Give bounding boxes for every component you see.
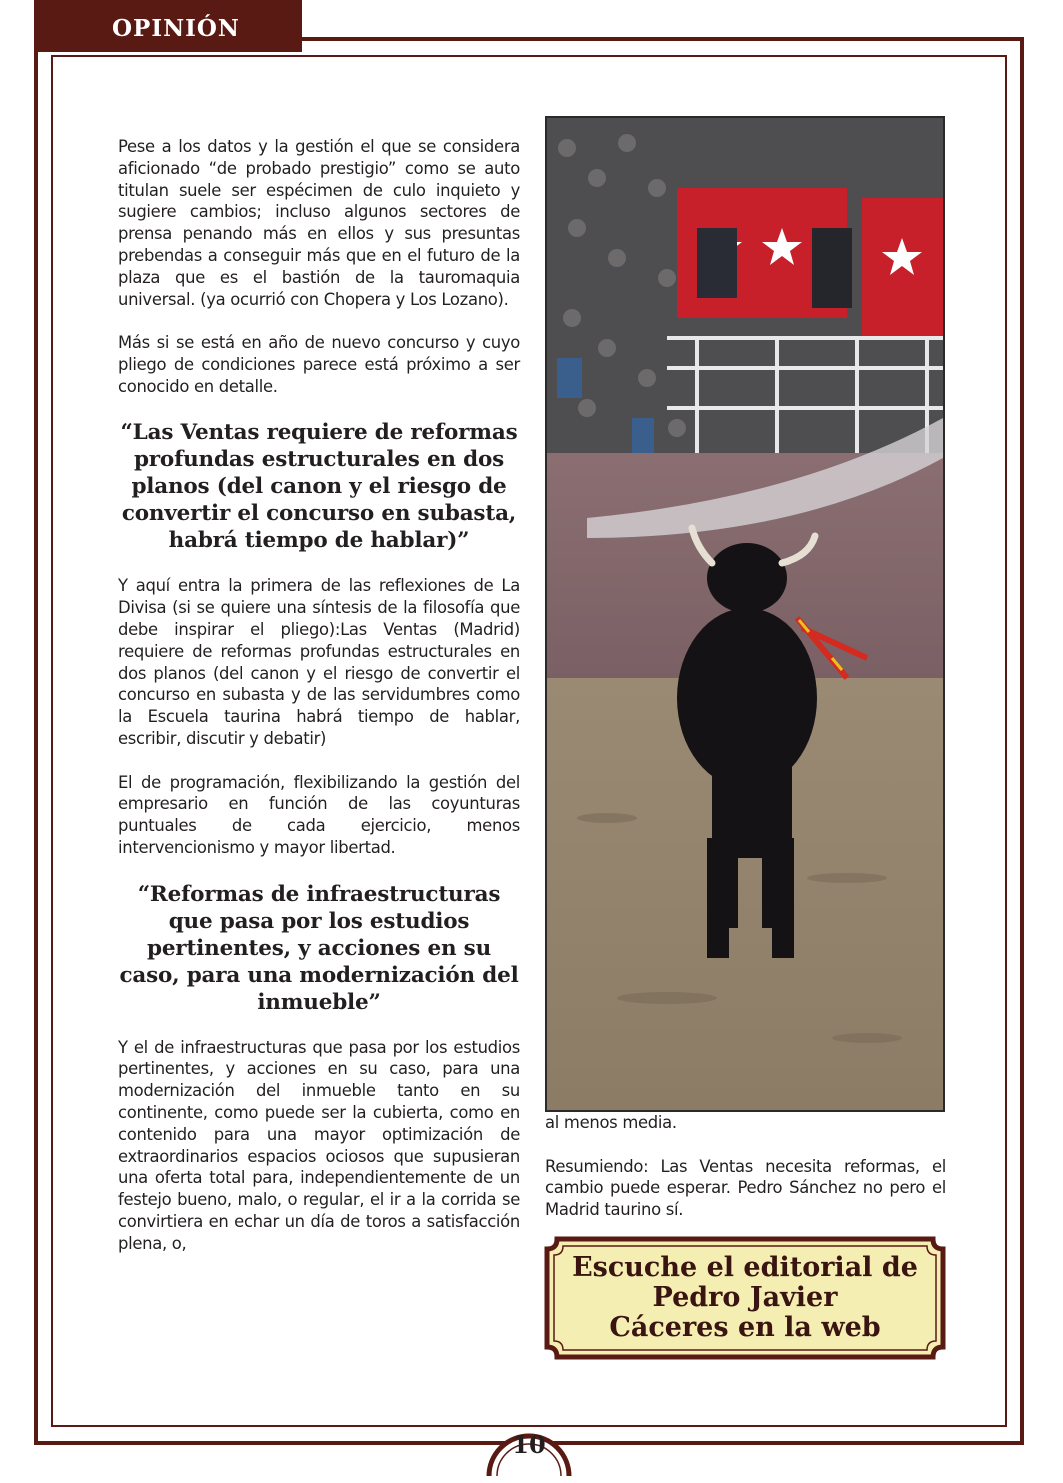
banner-line: Pedro Javier — [652, 1282, 838, 1313]
bullfight-photo — [545, 116, 945, 1112]
right-column — [545, 1112, 946, 1221]
paragraph: Y aquí entra la primera de las reflexiones de La Divisa (si se quiere una síntesis de la filosofía que debe inspirar el pliego):Las Ventas (Madrid) requiere de reformas profundas estructurales en dos planos (del canon y el riesgo de convertir el concurso en subasta y de las servidumbres como la Escuela taurina habrá tiempo de hablar, escribir, discutir y debatir) — [118, 576, 520, 748]
banner-line: Escuche el editorial de — [572, 1252, 918, 1283]
paragraph: Resumiendo: Las Ventas necesita reformas, el cambio puede esperar. Pedro Sánchez no pero el Madrid taurino sí. — [545, 1156, 946, 1220]
paragraph: Más si se está en año de nuevo concurso y cuyo pliego de condiciones parece está próximo a ser conocido en detalle. — [118, 333, 520, 396]
editorial-banner[interactable] — [543, 1235, 947, 1361]
section-title: OPINIÓN — [112, 15, 240, 42]
page-number-badge — [485, 1414, 573, 1478]
paragraph: al menos media. — [545, 1113, 677, 1132]
paragraph: El de programación, flexibilizando la gestión del empresario en función de las coyunturas puntuales de cada ejercicio, menos intervencionismo y mayor libertad. — [118, 772, 520, 857]
paragraph: Y el de infraestructuras que pasa por los estudios pertinentes, y acciones en su caso, para una modernización del inmueble tanto en su continente, como puede ser la cubierta, como en contenido para una mayor optimización de extraordinarios espacios ociosos que supusieran una oferta total para, independientemente de un festejo bueno, malo, o regular, el ir a la corrida se convirtiera en echar un día de toros a satisfacción plena, o, — [118, 1037, 520, 1253]
pull-quote: “Las Ventas requiere de reformas profundas estructurales en dos planos (del canon y el riesgo de convertir el concurso en subasta, habrá tiempo de hablar)” — [120, 420, 518, 554]
page-number: 10 — [512, 1430, 546, 1459]
banner-line: Cáceres en la web — [609, 1312, 881, 1343]
pull-quote: “Reformas de infraestructuras que pasa por los estudios pertinentes, y acciones en su caso, para una modernización del inmueble” — [119, 881, 519, 1015]
paragraph: Pese a los datos y la gestión el que se considera aficionado “de probado prestigio” como se auto titulan suele ser espécimen de culo inquieto y sugiere cambios; incluso algunos sectores de prensa penando más en ellos y sus presuntas prebendas a conseguir más que en el futuro de la plaza que es el bastión de la tauromaquia universal. (ya ocurrió con Chopera y Los Lozano). — [118, 137, 520, 309]
left-column — [118, 136, 520, 1254]
banner-text — [543, 1253, 947, 1343]
